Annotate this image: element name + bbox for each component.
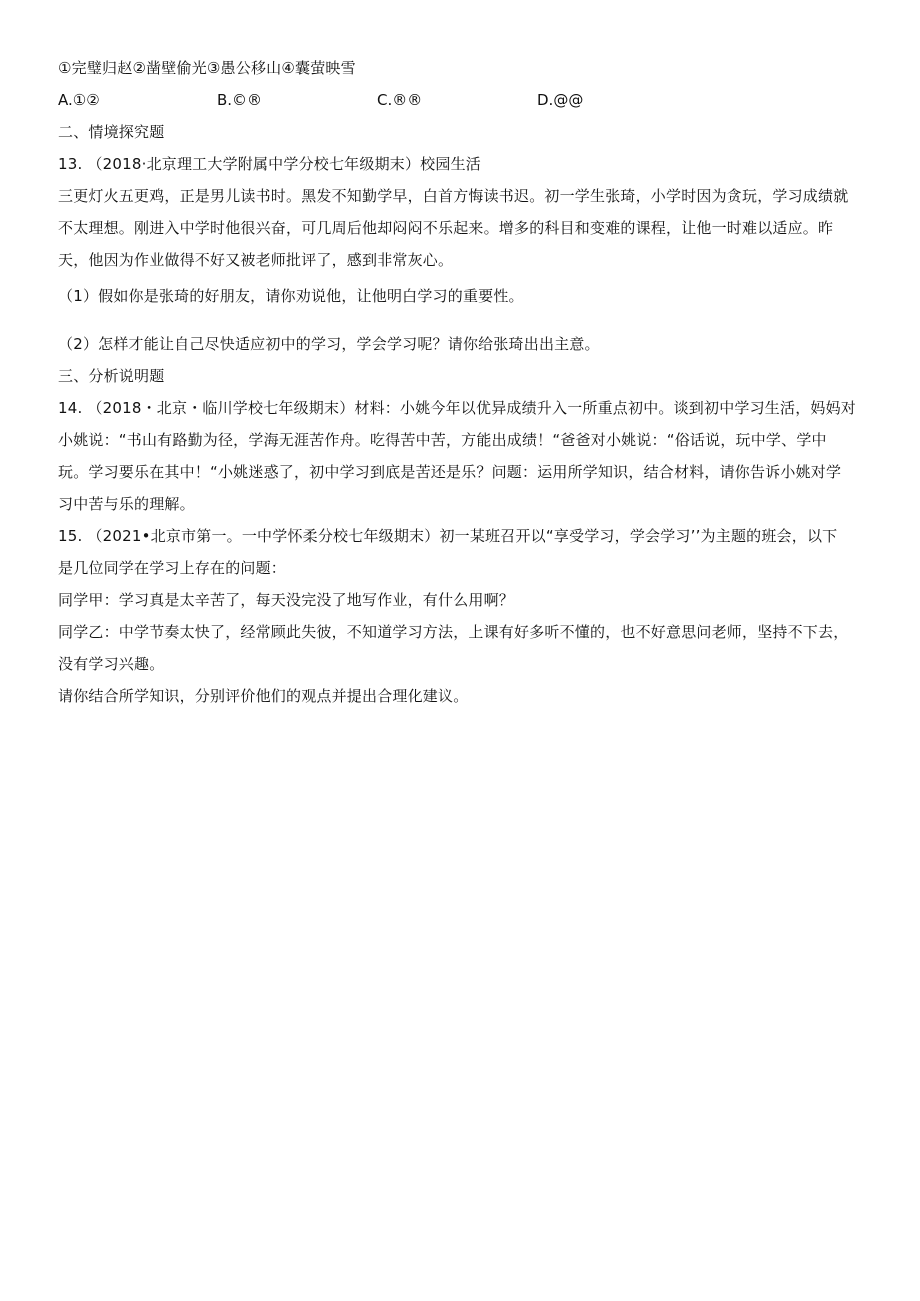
question-14-text: 习中苦与乐的理解。	[58, 495, 195, 513]
option-b: B.©®	[217, 91, 263, 109]
question-13-heading: 13. （2018·北京理工大学附属中学分校七年级期末）校园生活	[58, 155, 481, 173]
option-c: C.®®	[377, 91, 423, 109]
question-14-text: 14. （2018・北京・临川学校七年级期末）材料：小姚今年以优异成绩升入一所重点初中。谈到初中学习生活，妈妈对	[58, 399, 857, 417]
question-13-text: 天，他因为作业做得不好又被老师批评了，感到非常灰心。	[58, 251, 454, 269]
question-15-text: 请你结合所学知识，分别评价他们的观点并提出合理化建议。	[58, 687, 469, 705]
section-heading-2: 二、情境探究题	[58, 123, 165, 141]
question-15-text: 15. （2021•北京市第一。一中学怀柔分校七年级期末）初一某班召开以“享受学习，学会学习’’为主题的班会，以下	[58, 527, 838, 545]
question-14-text: 小姚说：“书山有路勤为径，学海无涯苦作舟。吃得苦中苦，方能出成绩！“爸爸对小姚说：“俗话说，玩中学、学中	[58, 431, 827, 449]
section-heading-3: 三、分析说明题	[58, 367, 165, 385]
question-13-text: 不太理想。刚进入中学时他很兴奋，可几周后他却闷闷不乐起来。增多的科目和变难的课程，让他一时难以适应。昨	[58, 219, 834, 237]
question-13-subquestion-1: （1）假如你是张琦的好朋友，请你劝说他，让他明白学习的重要性。	[58, 287, 524, 305]
question-15-text: 同学甲：学习真是太辛苦了，每天没完没了地写作业，有什么用啊？	[58, 591, 515, 609]
option-d: D.@@	[537, 91, 584, 109]
question-choices-line: ①完璧归赵②凿壁偷光③愚公移山④囊萤映雪	[58, 59, 356, 77]
question-13-text: 三更灯火五更鸡，正是男儿读书时。黑发不知勤学早，白首方悔读书迟。初一学生张琦，小学时因为贪玩，学习成绩就	[58, 187, 849, 205]
question-15-text: 是几位同学在学习上存在的问题：	[58, 559, 287, 577]
question-13-subquestion-2: （2）怎样才能让自己尽快适应初中的学习，学会学习呢？请你给张琦出出主意。	[58, 335, 600, 353]
option-a: A.①②	[58, 91, 100, 109]
question-15-text: 同学乙：中学节奏太快了，经常顾此失彼，不知道学习方法，上课有好多听不懂的，也不好意思问老师，坚持不下去，	[58, 623, 849, 641]
question-15-text: 没有学习兴趣。	[58, 655, 165, 673]
question-14-text: 玩。学习要乐在其中！“小姚迷惑了，初中学习到底是苦还是乐？问题：运用所学知识，结合材料，请你告诉小姚对学	[58, 463, 842, 481]
